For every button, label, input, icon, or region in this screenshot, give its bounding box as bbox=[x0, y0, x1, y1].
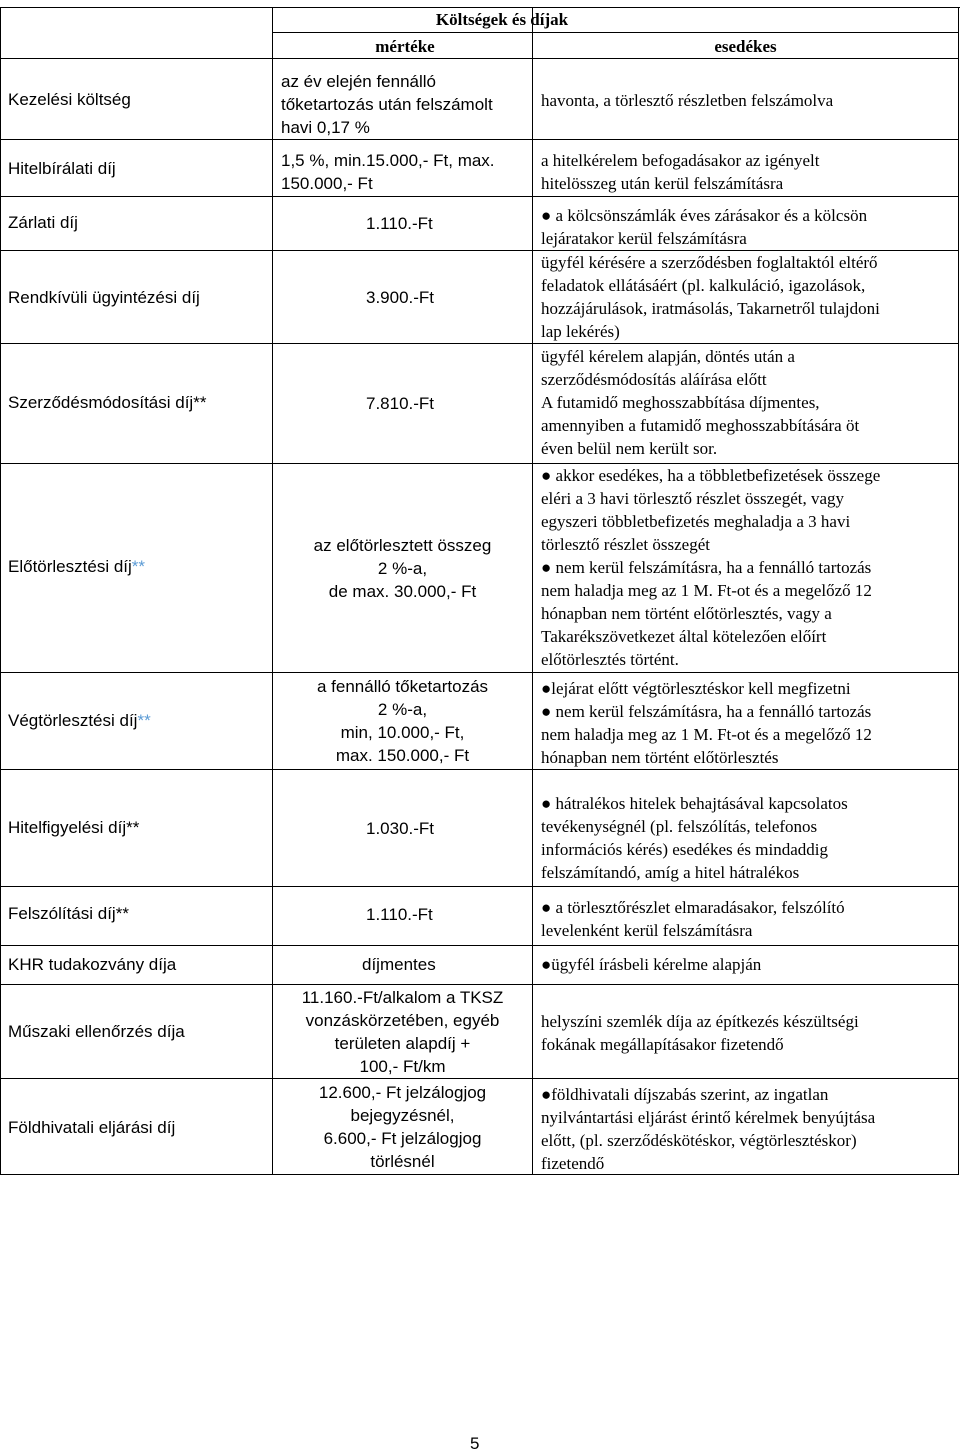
col-header-amount: mértéke bbox=[375, 37, 435, 56]
row-amount-line: 100,- Ft/km bbox=[359, 1057, 446, 1076]
row-amount-line: 3.900.-Ft bbox=[366, 288, 435, 307]
row-name bbox=[8, 555, 145, 578]
row-amount-line: az év elején fennálló bbox=[281, 72, 437, 91]
row-due-line: tevékenységnél (pl. felszólítás, telefonos bbox=[541, 817, 818, 836]
table-border bbox=[958, 7, 959, 1175]
row-due-line: törlesztő részlet összegét bbox=[541, 535, 710, 554]
row-amount-line: 150.000,- Ft bbox=[281, 174, 373, 193]
row-amount-line: 2 %-a, bbox=[377, 700, 428, 719]
table-border bbox=[0, 945, 959, 946]
row-due-line: hónapban nem történt előtörlesztés, vagy a bbox=[541, 604, 832, 623]
row-due-line: fokának megállapításakor fizetendő bbox=[541, 1035, 784, 1054]
row-due-line: ● akkor esedékes, ha a többletbefizetések összege bbox=[541, 466, 881, 485]
row-name: Felszólítási díj** bbox=[8, 904, 129, 923]
row-due-line: nem haladja meg az 1 M. Ft-ot és a megelőző 12 bbox=[541, 725, 872, 744]
table-border bbox=[0, 769, 959, 770]
row-amount-line: de max. 30.000,- Ft bbox=[328, 582, 477, 601]
row-due-line: hozzájárulások, iratmásolás, Takarnetről tulajdoni bbox=[541, 299, 880, 318]
row-amount-line: az előtörlesztett összeg bbox=[313, 536, 492, 555]
row-name: Hitelbírálati díj bbox=[8, 159, 116, 178]
row-due-line: ügyfél kérelem alapján, döntés után a bbox=[541, 347, 795, 366]
row-due-line: ●lejárat előtt végtörlesztéskor kell megfizetni bbox=[541, 679, 851, 698]
row-due-line: A futamidő meghosszabbítása díjmentes, bbox=[541, 393, 820, 412]
row-name: Földhivatali eljárási díj bbox=[8, 1118, 176, 1137]
row-due-line: éven belül nem került sor. bbox=[541, 439, 718, 458]
row-due-line: nem haladja meg az 1 M. Ft-ot és a megelőző 12 bbox=[541, 581, 872, 600]
table-border bbox=[0, 58, 959, 59]
row-due-line: egyszeri többletbefizetés meghaladja a 3 havi bbox=[541, 512, 851, 531]
table-border bbox=[0, 984, 959, 985]
row-name: Műszaki ellenőrzés díja bbox=[8, 1022, 185, 1041]
row-amount-line: bejegyzésnél, bbox=[350, 1106, 455, 1125]
row-due-line: feladatok ellátásáért (pl. kalkuláció, igazolások, bbox=[541, 276, 866, 295]
table-border bbox=[0, 139, 959, 140]
row-amount-line: 6.600,- Ft jelzálogjog bbox=[323, 1129, 482, 1148]
row-name bbox=[8, 709, 151, 732]
row-amount-line: min, 10.000,- Ft, bbox=[340, 723, 465, 742]
row-amount-line: havi 0,17 % bbox=[281, 118, 370, 137]
row-amount-line: törlésnél bbox=[370, 1152, 435, 1171]
row-amount-line: 11.160.-Ft/alkalom a TKSZ bbox=[301, 988, 504, 1007]
row-name-stars: ** bbox=[137, 711, 151, 730]
row-name: Zárlati díj bbox=[8, 213, 78, 232]
row-due-line: Takarékszövetkezet által kötelezően előírt bbox=[541, 627, 827, 646]
table-border bbox=[0, 7, 1, 1175]
row-name-stars: ** bbox=[131, 557, 146, 576]
row-due-line: levelenként kerül felszámításra bbox=[541, 921, 753, 940]
row-name-text: Végtörlesztési díj bbox=[8, 711, 138, 730]
row-amount-line: 2 %-a, bbox=[377, 559, 428, 578]
row-due-line: helyszíni szemlék díja az építkezés készültségi bbox=[541, 1012, 859, 1031]
table-border bbox=[272, 32, 959, 33]
row-due-line: lap lekérés) bbox=[541, 322, 620, 341]
row-amount-line: díjmentes bbox=[362, 955, 436, 974]
row-due-line: ● nem kerül felszámításra, ha a fennálló tartozás bbox=[541, 702, 872, 721]
row-amount-line: 1.030.-Ft bbox=[366, 819, 435, 838]
row-amount-line: max. 150.000,- Ft bbox=[335, 746, 470, 765]
row-amount-line: 7.810.-Ft bbox=[366, 394, 435, 413]
row-due-line: nyilvántartási eljárást érintő kérelmek benyújtása bbox=[541, 1108, 876, 1127]
row-amount-line: tőketartozás után felszámolt bbox=[281, 95, 493, 114]
row-name-text: Előtörlesztési díj bbox=[8, 557, 132, 576]
row-due-line: amennyiben a futamidő meghosszabbítására öt bbox=[541, 416, 860, 435]
row-amount-line: a fennálló tőketartozás bbox=[316, 677, 489, 696]
table-border bbox=[0, 672, 959, 673]
row-amount-line: 12.600,- Ft jelzálogjog bbox=[318, 1083, 487, 1102]
row-due-line: ügyfél kérésére a szerződésben foglaltaktól eltérő bbox=[541, 253, 878, 272]
page-number: 5 bbox=[470, 1434, 480, 1453]
row-due-line: ● nem kerül felszámításra, ha a fennálló tartozás bbox=[541, 558, 872, 577]
table-border bbox=[0, 343, 959, 344]
row-due-line: szerződésmódosítás aláírása előtt bbox=[541, 370, 767, 389]
row-name: Hitelfigyelési díj** bbox=[8, 818, 140, 837]
row-due-line: eléri a 3 havi törlesztő részlet összegét, vagy bbox=[541, 489, 845, 508]
row-due-line: a hitelkérelem befogadásakor az igényelt bbox=[541, 151, 820, 170]
row-due-line: ● a kölcsönszámlák éves zárásakor és a kölcsön bbox=[541, 206, 868, 225]
row-amount-line: 1.110.-Ft bbox=[366, 905, 433, 924]
table-border bbox=[0, 886, 959, 887]
row-amount-line: 1,5 %, min.15.000,- Ft, max. bbox=[281, 151, 495, 170]
row-due-line: információs kérés) esedékes és mindaddig bbox=[541, 840, 829, 859]
row-due-line: havonta, a törlesztő részletben felszámolva bbox=[541, 91, 834, 110]
row-name: Rendkívüli ügyintézési díj bbox=[8, 288, 200, 307]
row-name: Kezelési költség bbox=[8, 90, 131, 109]
row-due-line: fizetendő bbox=[541, 1154, 605, 1173]
row-name: KHR tudakozvány díja bbox=[8, 955, 177, 974]
table-border bbox=[0, 196, 959, 197]
row-name: Szerződésmódosítási díj** bbox=[8, 393, 207, 412]
row-due-line: felszámítandó, amíg a hitel hátralékos bbox=[541, 863, 800, 882]
row-due-line: ●földhivatali díjszabás szerint, az ingatlan bbox=[541, 1085, 829, 1104]
row-due-line: előtörlesztés történt. bbox=[541, 650, 679, 669]
col-header-due: esedékes bbox=[714, 37, 777, 56]
row-due-line: hitelösszeg után kerül felszámításra bbox=[541, 174, 784, 193]
table-border bbox=[532, 7, 533, 1175]
row-due-line: lejáratakor kerül felszámításra bbox=[541, 229, 747, 248]
table-title: Költségek és díjak bbox=[435, 10, 569, 29]
row-due-line: előtt, (pl. szerződéskötéskor, végtörlesztéskor) bbox=[541, 1131, 857, 1150]
row-amount-line: területen alapdíj + bbox=[334, 1034, 471, 1053]
row-amount-line: 1.110.-Ft bbox=[366, 214, 433, 233]
row-due-line: ●ügyfél írásbeli kérelme alapján bbox=[541, 955, 762, 974]
row-amount-line: vonzáskörzetében, egyéb bbox=[305, 1011, 500, 1030]
table-border bbox=[0, 1078, 959, 1079]
row-due-line: ● hátralékos hitelek behajtásával kapcsolatos bbox=[541, 794, 848, 813]
table-border bbox=[0, 1174, 959, 1175]
row-due-line: hónapban nem történt előtörlesztés bbox=[541, 748, 779, 767]
row-due-line: ● a törlesztőrészlet elmaradásakor, felszólító bbox=[541, 898, 845, 917]
